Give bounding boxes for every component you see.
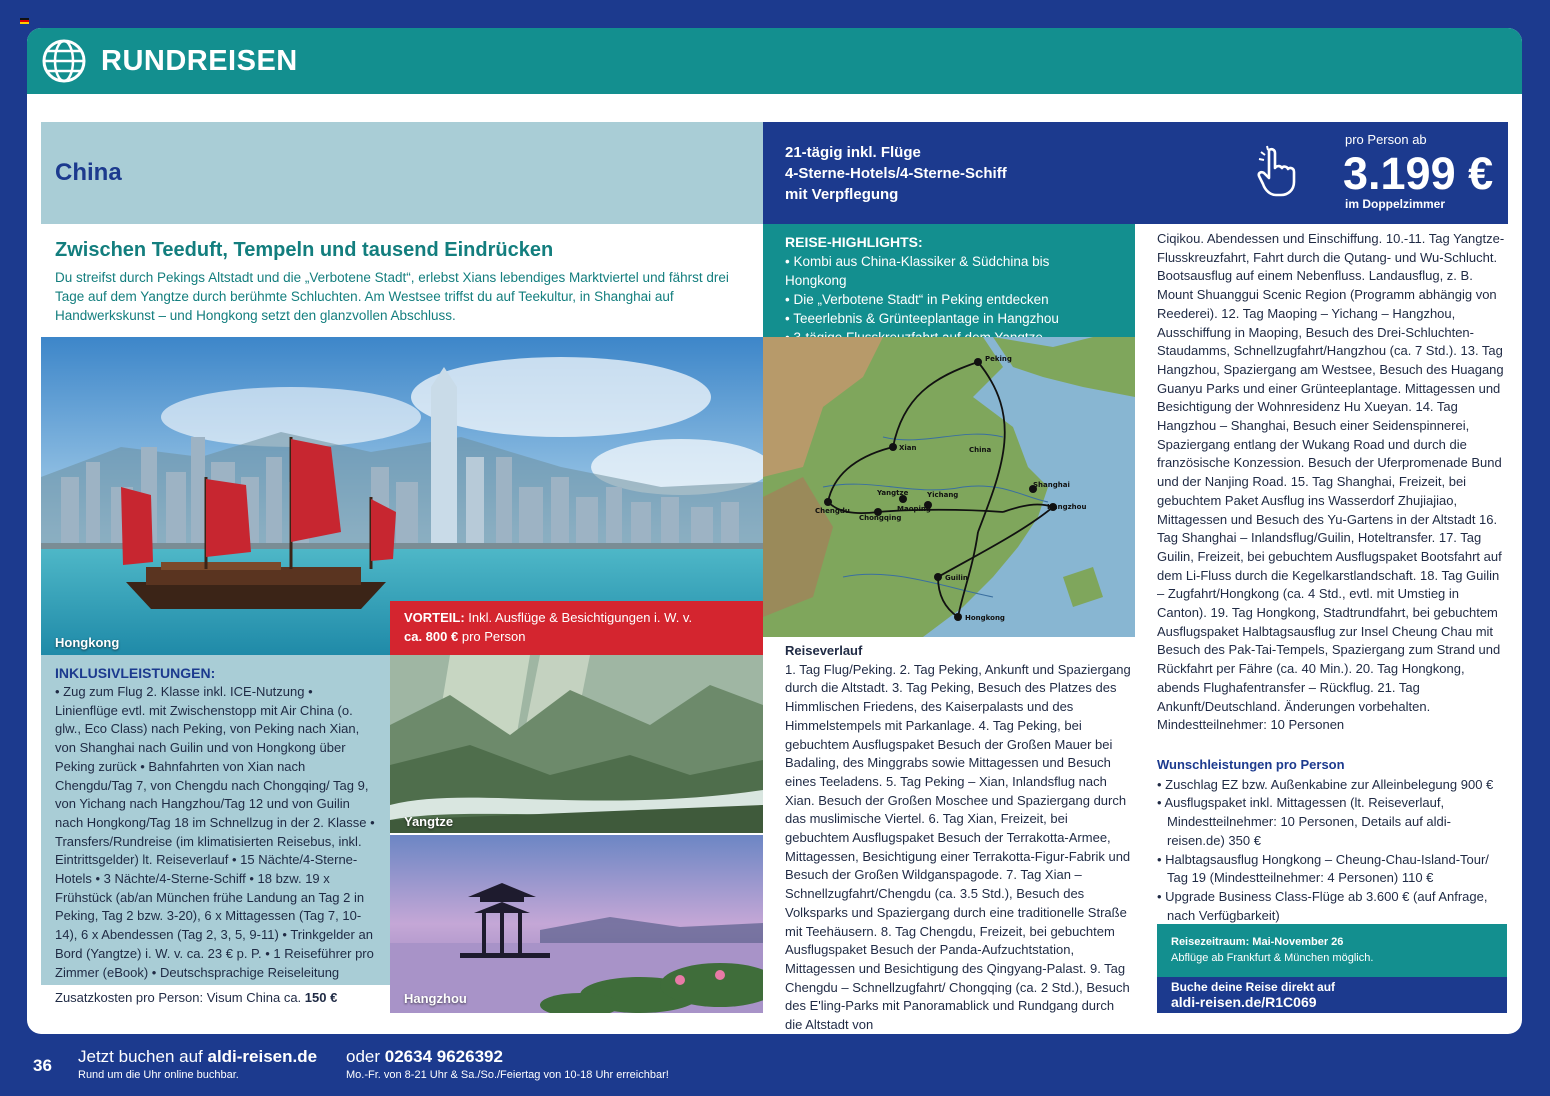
- booking-label: Buche deine Reise direkt auf: [1171, 980, 1336, 994]
- language-flag-icon: [20, 18, 29, 24]
- photo-caption-hangzhou: Hangzhou: [404, 991, 467, 1006]
- route-map: [763, 337, 1135, 637]
- yangtze-landscape-image: [390, 655, 763, 833]
- hangzhou-photo: [390, 835, 763, 1013]
- intro-text: Du streifst durch Pekings Altstadt und die „Verbotene Stadt“, erlebst Xians lebendiges Marktviertel und fährst drei Tage auf dem Yangtze durch berühmte Schluchten. Am Westsee triffst du auf Teekultur, in Shanghai auf Handwerkskunst – und Hongkong setzt den glanzvollen Abschluss.: [55, 270, 729, 323]
- advantage-text: Inkl. Ausflüge & Besichtigungen i. W. v.: [468, 610, 693, 625]
- phone-number[interactable]: 02634 9626392: [384, 1047, 503, 1066]
- optional-service-item: • Halbtagsausflug Hongkong – Cheung-Chau-Island-Tour/ Tag 19 (Mindestteilnehmer: 4 Personen) 110 €: [1157, 851, 1489, 886]
- highlight-item: • Kombi aus China-Klassiker & Südchina bis Hongkong: [785, 254, 1050, 288]
- yangtze-photo: [390, 655, 763, 833]
- phone-prefix: oder: [346, 1047, 385, 1066]
- book-online: [78, 1047, 317, 1067]
- map-label-hongkong: Hongkong: [965, 614, 1005, 622]
- optional-service-item: • Ausflugspaket inkl. Mittagessen (lt. Reiseverlauf, Mindestteilnehmer: 10 Personen, Details auf aldi-reisen.de) 350 €: [1157, 795, 1451, 848]
- offer-meals: mit Verpflegung: [785, 186, 899, 203]
- offer-info: [785, 142, 1007, 205]
- map-label-yangtze: Yangtze: [877, 489, 909, 497]
- itinerary-text: 1. Tag Flug/Peking. 2. Tag Peking, Ankunft und Spaziergang durch die Altstadt. 3. Tag Peking, Besuch des Platzes des Himmlischen Friedens, des Kaiserpalasts und des Himmelstempels mit Parkanlage. 4. Tag Peking, bei gebuchtem Ausflugspaket Besuch der Großen Mauer bei Badaling, des Minggrabs sowie Mittagessen und Besuch eines Teeladens. 5. Tag Peking – Xian, Inlandsflug nach Xian. Besuch der Großen Moschee und Spaziergang durch das muslimische Viertel. 6. Tag Xian, Freizeit, bei gebuchtem Ausflugspaket Besuch der Terrakotta-Armee, Mittagessen, Besichtigung einer Terrakotta-Figur-Fabrik und Besuch der Großen Wildganspagode. 7. Tag Xian – Schnellzugfahrt/Chengdu (ca. 3.5 Std.), Besuch des Volksparks und Spaziergang durch eine traditionelle Straße mit Teehäusern. 8. Tag Chengdu, Freizeit, bei gebuchtem Ausflugspaket Besuch der Panda-Aufzuchtstation, Mittagessen und Besichtigung des Qingyang-Palast. 9. Tag Chengdu – Schnellzugfahrt/ Chongqing (ca. 2 Std.), Besuch des E'ling-Parks mit Panoramablick und Rundgang durch die Altstadt von: [785, 661, 1131, 1033]
- itinerary: [785, 642, 1131, 1034]
- advantage-label: VORTEIL:: [404, 610, 465, 625]
- optional-services-heading: Wunschleistungen pro Person: [1157, 757, 1345, 772]
- page-footer: [0, 1034, 1550, 1096]
- map-label-shanghai: Shanghai: [1033, 481, 1070, 489]
- china-route-map: [763, 337, 1135, 637]
- map-label-yichang: Yichang: [927, 491, 959, 499]
- intro-headline: Zwischen Teeduft, Tempeln und tausend Eindrücken: [55, 239, 554, 261]
- booking-box[interactable]: [1157, 977, 1507, 1013]
- globe-icon: [41, 38, 87, 84]
- book-online-sub: Rund um die Uhr online buchbar.: [78, 1069, 239, 1081]
- pointing-hand-icon: [1253, 144, 1309, 200]
- section-title: RUNDREISEN: [101, 45, 298, 77]
- offer-duration: 21-tägig inkl. Flüge: [785, 144, 921, 161]
- inclusive-heading: INKLUSIVLEISTUNGEN:: [55, 665, 216, 681]
- destination-title: China: [55, 159, 122, 186]
- photo-caption-hongkong: Hongkong: [55, 635, 120, 650]
- travel-period: Reisezeitraum: Mai-November 26: [1171, 936, 1344, 948]
- advantage-suffix: pro Person: [461, 629, 526, 644]
- advantage-banner: [390, 601, 763, 655]
- phone-booking: [346, 1047, 503, 1067]
- page-number: 36: [33, 1056, 52, 1075]
- price-label: pro Person ab: [1345, 132, 1427, 147]
- inclusive-text: • Zug zum Flug 2. Klasse inkl. ICE-Nutzung • Linienflüge evtl. mit Zwischenstopp mit Air China (o. glw., Eco Class) nach Peking, von Peking nach Xian, von Shanghai nach Guilin und von Hongkong über Peking zurück • Bahnfahrten von Xian nach Chengdu/Tag 7, von Chengdu nach Chongqing/ Tag 9, von Yichang nach Hangzhou/Tag 12 und von Guilin nach Hongkong/Tag 18 im Schnellzug in der 2. Klasse • Transfers/Rundreise (im klimatisierten Reisebus, inkl. Eintrittsgelder) lt. Reiseverlauf • 15 Nächte/4-Sterne-Hotels • 3 Nächte/4-Sterne-Schiff • 18 bzw. 19 x Frühstück (ab/an München frühe Landung an Tag 2 in Peking, Tag 2 bzw. 3-20), 6 x Mittagessen (Tag 7, 10-14), 6 x Abendessen (Tag 2, 3, 5, 9-11) • Trinkgelder an Bord (Yangtze) i. W. v. ca. 23 € p. P. • 1 Reiseführer pro Zimmer (eBook) • Deutschsprachige Reiseleitung: [55, 684, 375, 980]
- map-label-chongqing: Chongqing: [859, 514, 902, 522]
- highlight-item: • Die „Verbotene Stadt“ in Peking entdecken: [785, 292, 1049, 307]
- extra-costs-amount: 150 €: [304, 990, 338, 1005]
- map-label-peking: Peking: [985, 355, 1012, 363]
- offer-accommodation: 4-Sterne-Hotels/4-Sterne-Schiff: [785, 165, 1007, 182]
- optional-service-item: • Upgrade Business Class-Flüge ab 3.600 € (auf Anfrage, nach Verfügbarkeit): [1157, 888, 1488, 923]
- highlights-heading: REISE-HIGHLIGHTS:: [785, 234, 923, 250]
- travel-period-box: [1157, 924, 1507, 977]
- map-label-maoping: Maoping: [897, 505, 931, 513]
- book-online-link[interactable]: aldi-reisen.de: [207, 1047, 318, 1066]
- photo-caption-yangtze: Yangtze: [404, 814, 454, 829]
- inclusive-services-box: [41, 655, 390, 985]
- map-label-hangzhou: Hangzhou: [1047, 503, 1087, 511]
- map-label-xian: Xian: [899, 444, 917, 452]
- map-label-china: China: [969, 446, 992, 454]
- booking-link[interactable]: aldi-reisen.de/R1C069: [1171, 994, 1317, 1010]
- itinerary-heading: Reiseverlauf: [785, 643, 863, 658]
- map-label-guilin: Guilin: [945, 574, 968, 582]
- optional-services: [1157, 756, 1507, 925]
- highlight-item: • Teeerlebnis & Grünteeplantage in Hangzhou: [785, 311, 1059, 326]
- section-banner: [27, 28, 1522, 94]
- map-label-chengdu: Chengdu: [815, 507, 850, 515]
- phone-hours: Mo.-Fr. von 8-21 Uhr & Sa./So./Feiertag von 10-18 Uhr erreichbar!: [346, 1069, 669, 1081]
- catalog-page: [27, 28, 1522, 1034]
- room-type: im Doppelzimmer: [1345, 197, 1446, 211]
- advantage-amount: ca. 800 €: [404, 629, 459, 644]
- extra-costs-text: Zusatzkosten pro Person: Visum China ca.: [55, 990, 302, 1005]
- departure-info: Abflüge ab Frankfurt & München möglich.: [1171, 952, 1374, 964]
- highlights-box: [763, 224, 1135, 337]
- price: 3.199 €: [1343, 148, 1494, 199]
- book-online-prefix: Jetzt buchen auf: [78, 1047, 208, 1066]
- extra-costs: [55, 990, 337, 1005]
- itinerary-continued: Ciqikou. Abendessen und Einschiffung. 10.-11. Tag Yangtze-Flusskreuzfahrt, Fahrt durch die Qutang- und Wu-Schlucht. Bootsausflug auf einem Nebenfluss. Landausflug, z. B. Mount Shuanggui Scenic Region (Programm abhängig von Reederei). 12. Tag Maoping – Yichang – Hangzhou, Ausschiffung in Maoping, Besuch des Drei-Schluchten-Staudamms, Schnellzugfahrt/Hangzhou (ca. 7 Std.). 13. Tag Hangzhou, Spaziergang am Westsee, Besuch des Huagang Guanyu Parks und einer Grünteeplantage. Mittagessen und Besichtigung der Wohnresidenz Hu Xueyan. 14. Tag Hangzhou – Shanghai, Besuch einer Seidenspinnerei, Spaziergang entlang der Wukang Road und durch die französische Konzession. Besuch der Uferpromenade Bund und der Nanjing Road. 15. Tag Shanghai, Freizeit, bei gebuchtem Paket Ausflug ins Wasserdorf Zhujiajiao, Mittagessen und Besuch des Yu-Gartens in der Altstadt 16. Tag Shanghai – Inlandsflug/Guilin, Hoteltransfer. 17. Tag Guilin, Freizeit, bei gebuchtem Ausflugspaket Bootsfahrt auf dem Li-Fluss durch die Kegelkarstlandschaft. 18. Tag Guilin – Zugfahrt/Hongkong (ca. 4 Std., evtl. mit Umstieg in Canton). 19. Tag Hongkong, Stadtrundfahrt, bei gebuchtem Ausflugspaket Halbtagsausflug zur Insel Cheung Chau mit Besuch des Pak-Tai-Tempels, Spaziergang zum Strand und Rückfahrt per Fähre (ca. 40 Min.). 20. Tag Hongkong, abends Flughafentransfer – Rückflug. 21. Tag Ankunft/Deutschland. Änderungen vorbehalten. Mindestteilnehmer: 10 Personen: [1157, 231, 1505, 733]
- destination-header: [41, 122, 763, 224]
- offer-header: [763, 122, 1508, 224]
- optional-service-item: • Zuschlag EZ bzw. Außenkabine zur Alleinbelegung 900 €: [1157, 776, 1494, 792]
- hangzhou-pavilion-image: [390, 835, 763, 1013]
